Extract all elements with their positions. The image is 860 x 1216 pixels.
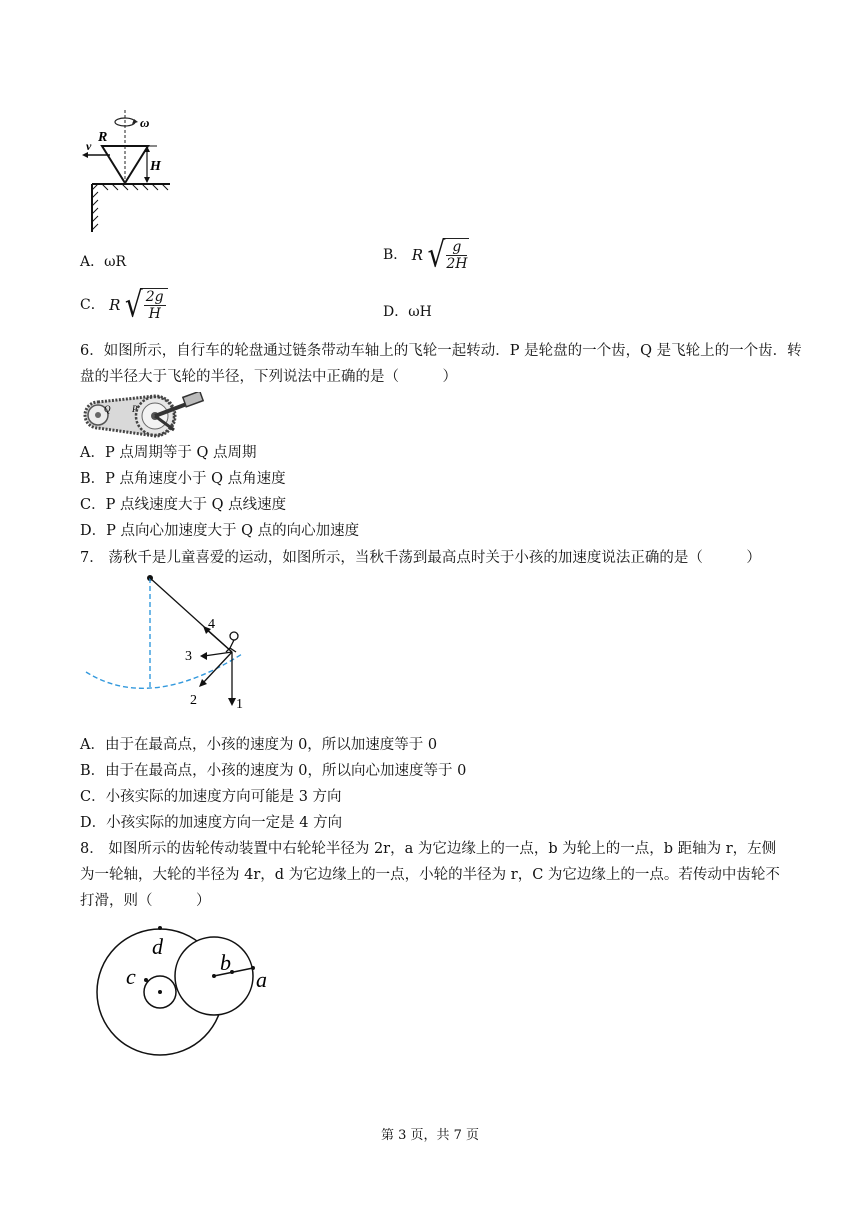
swing-figure [80,572,260,714]
sqrt-symbol: √ [124,283,143,325]
point-d-label: d [152,934,163,959]
sqrt-symbol: √ [427,233,446,275]
arrow-label-1: 1 [236,697,243,712]
q6-stem-line2: 盘的半径大于飞轮的半径，下列说法中正确的是（ ） [80,369,457,385]
q7-option-d: D．小孩实际的加速度方向一定是 4 方向 [80,815,343,831]
v-label: v [86,139,92,153]
page-footer: 第 3 页，共 7 页 [380,1128,480,1143]
q6-stem-line1: 6．如图所示，自行车的轮盘通过链条带动车轴上的飞轮一起转动．P 是轮盘的一个齿，Q 是飞轮上的一个齿．转 [80,343,802,359]
gear-transmission-figure [90,920,280,1060]
arrow-label-3: 3 [185,649,192,664]
H-label: H [150,159,161,174]
q5-option-a: A．ωR [80,254,127,270]
R-label: R [98,130,108,145]
q6-option-d: D．P 点向心加速度大于 Q 点的向心加速度 [80,523,360,539]
q6-option-b: B．P 点角速度小于 Q 点角速度 [80,471,286,487]
q5-option-d: D．ωH [383,304,432,320]
point-c-label: c [126,964,136,989]
point-b-label: b [220,950,231,975]
arrow-label-4: 4 [208,617,215,632]
q6-option-c: C．P 点线速度大于 Q 点线速度 [80,497,287,513]
point-a-label: a [256,967,267,992]
q5-option-b: B． R √ $\frac{g}{2H}$ [383,233,468,275]
q7-option-b: B．由于在最高点，小孩的速度为 0，所以向心加速度等于 0 [80,763,467,779]
Q-label: Q [104,404,111,414]
q6-option-a: A．P 点周期等于 Q 点周期 [80,445,257,461]
q8-stem-line3: 打滑，则（ ） [80,893,211,909]
q5-option-c: C． R √ $\frac{2g}{H}$ [80,288,168,322]
arrow-label-2: 2 [190,693,197,708]
P-label: P [132,404,138,414]
q7-option-c: C．小孩实际的加速度方向可能是 3 方向 [80,789,342,805]
q7-stem-line1: 7． 荡秋千是儿童喜爱的运动，如图所示，当秋千荡到最高点时关于小孩的加速度说法正确的是（ ） [80,550,761,566]
q8-stem-line2: 为一轮轴，大轮的半径为 4r，d 为它边缘上的一点，小轮的半径为 r，C 为它边缘上的一点。若传动中齿轮不 [80,867,780,883]
cone-figure [80,110,170,235]
q7-option-a: A．由于在最高点，小孩的速度为 0，所以加速度等于 0 [80,737,438,753]
q8-stem-line1: 8． 如图所示的齿轮传动装置中右轮轮半径为 2r，a 为它边缘上的一点，b 为轮上的一点，b 距轴为 r，左侧 [80,841,777,857]
bicycle-gear-figure [80,392,205,440]
omega-label: ω [140,115,150,130]
